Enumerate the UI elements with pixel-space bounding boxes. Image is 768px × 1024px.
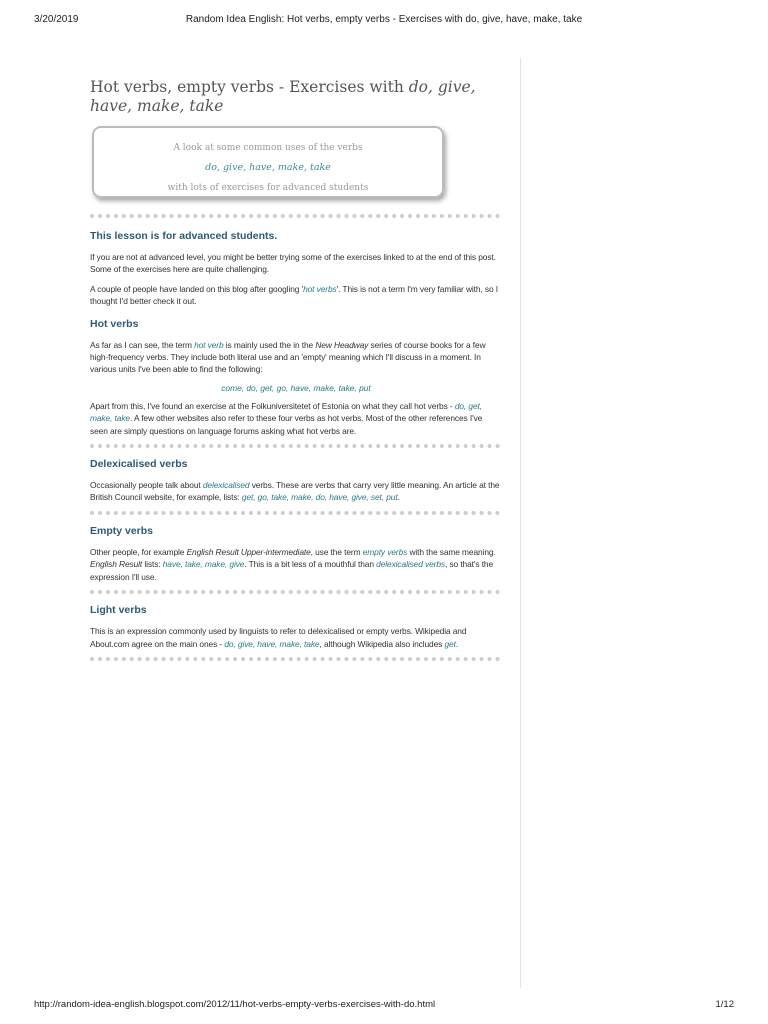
- light-verbs-main-link[interactable]: do, give, have, make, take: [224, 638, 320, 649]
- hot-verb-link[interactable]: hot verb: [194, 339, 224, 350]
- get-link[interactable]: get: [444, 638, 456, 649]
- dotted-divider: [90, 511, 500, 515]
- lesson-heading: This lesson is for advanced students.: [90, 230, 278, 242]
- print-date: 3/20/2019: [34, 14, 79, 25]
- intro-line-1: A look at some common uses of the verbs: [173, 143, 363, 153]
- dotted-divider: [90, 214, 500, 218]
- dotted-divider: [90, 657, 500, 661]
- print-url: http://random-idea-english.blogspot.com/2012/11/hot-verbs-empty-verbs-exercises-with-do.html: [34, 999, 436, 1010]
- intro-box: [92, 126, 444, 198]
- dotted-divider: [90, 590, 500, 594]
- dotted-divider: [90, 444, 500, 448]
- empty-verbs-heading: Empty verbs: [90, 524, 154, 537]
- intro-line-2: do, give, have, make, take: [205, 162, 331, 173]
- paragraph-2: A couple of people have landed on this blog after googling 'hot verbs'. This is not a term I'm very familiar with, so I thought I'd better check it out.: [90, 283, 499, 307]
- intro-line-3: with lots of exercises for advanced students: [167, 183, 369, 193]
- delexicalised-verbs-link[interactable]: delexicalised verbs: [376, 559, 445, 570]
- post-content: [90, 78, 502, 671]
- paragraph-7: This is an expression commonly used by linguists to refer to delexicalised or empty verbs. Wikipedia and About.com agree on the main ones - do, give, have, make, take, although Wikipedia also includes get.: [90, 626, 467, 649]
- paragraph-6: Other people, for example English Result Upper-intermediate, use the term empty verbs with the same meaning. English Result lists: have, take, make, give. This is a bit less of a mouthful than delexicalised verbs, so that's the expression I'll use.: [90, 546, 496, 582]
- post-title-italic: do, give, have, make, take: [90, 78, 476, 115]
- post-title-plain: Hot verbs, empty verbs - Exercises with: [90, 78, 409, 96]
- hot-verbs-link[interactable]: hot verbs: [303, 283, 337, 294]
- estonia-exercise-link[interactable]: do, get, make, take: [90, 400, 482, 424]
- paragraph-3: As far as I can see, the term hot verb is mainly used the in the New Headway series of course books for a few high-frequency verbs. They include both literal use and an 'empty' meaning which I'll discuss in a moment. In various units I've been able to find the following:: [90, 339, 486, 375]
- hot-verbs-list: come, do, get, go, have, make, take, put: [221, 382, 371, 393]
- english-result-link[interactable]: have, take, make, give: [162, 559, 245, 570]
- empty-verbs-link[interactable]: empty verbs: [362, 546, 408, 557]
- paragraph-4: Apart from this, I've found an exercise at the Folkuniversitetet of Estonia on what they call hot verbs - do, get, make, take. A few other websites also refer to these four verbs as hot verbs. Most of the other references I've seen are simply questions on language forums asking what hot verbs are.: [90, 400, 483, 436]
- light-verbs-heading: Light verbs: [90, 604, 147, 617]
- hot-verbs-heading: Hot verbs: [90, 317, 139, 330]
- paragraph-1: If you are not at advanced level, you might be better trying some of the exercises linked to at the end of this post. Some of the exercises here are quite challenging.: [90, 252, 496, 275]
- delexicalised-link[interactable]: delexicalised: [202, 480, 250, 491]
- print-title: Random Idea English: Hot verbs, empty verbs - Exercises with do, give, have, make, take: [185, 14, 583, 25]
- post-title: [90, 78, 502, 116]
- page-number: 1/12: [715, 999, 734, 1010]
- british-council-link[interactable]: get, go, take, make, do, have, give, set, put: [241, 492, 398, 503]
- delexicalised-heading: Delexicalised verbs: [90, 458, 188, 471]
- paragraph-5: Occasionally people talk about delexicalised verbs. These are verbs that carry very little meaning. An article at the British Council website, for example, lists: get, go, take, make, do, have, give, set, put.: [90, 480, 500, 503]
